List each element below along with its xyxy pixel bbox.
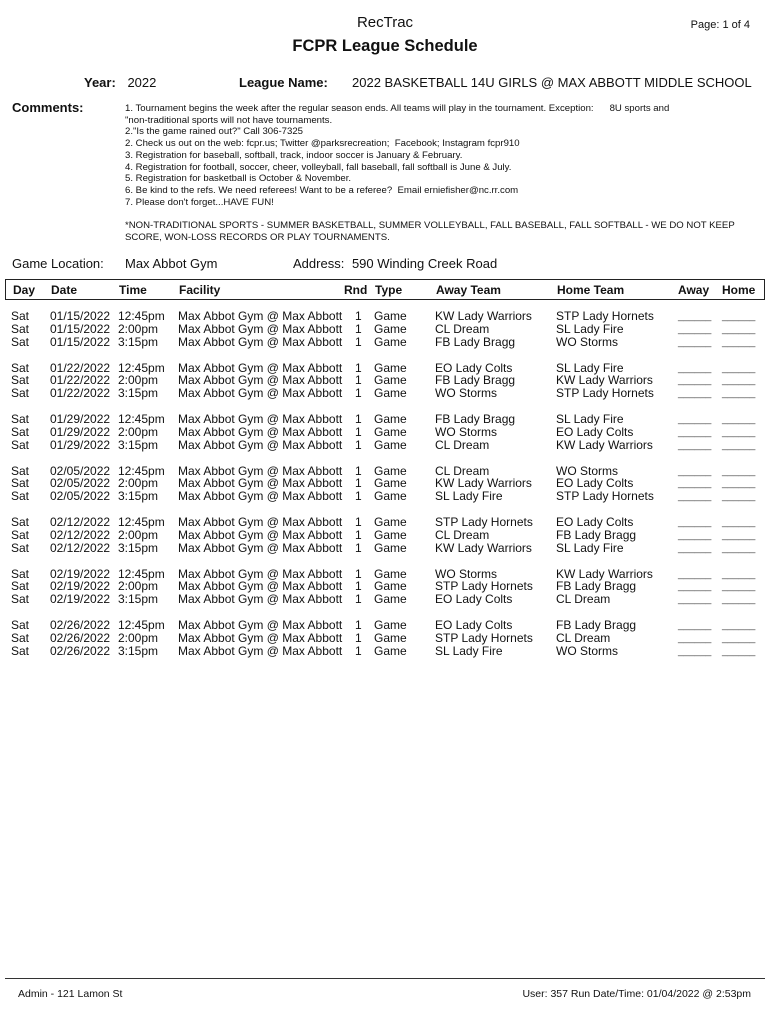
row-time: 2:00pm: [118, 476, 159, 491]
home-score-blank: ______: [722, 581, 756, 593]
row-rnd: 1: [355, 309, 362, 323]
row-away-team: KW Lady Warriors: [435, 476, 532, 491]
row-rnd: 1: [355, 579, 362, 594]
table-row: [0, 426, 770, 439]
row-type: Game: [374, 360, 407, 375]
row-time: 12:45pm: [118, 360, 165, 375]
row-time: 2:00pm: [118, 527, 159, 542]
col-away-score: Away: [678, 283, 710, 297]
row-rnd: 1: [355, 437, 362, 452]
row-type: Game: [374, 618, 407, 632]
row-date: 02/12/2022: [50, 540, 111, 555]
row-away-team: CL Dream: [435, 321, 490, 336]
row-date: 01/29/2022: [50, 437, 111, 452]
row-facility: Max Abbot Gym @ Max Abbott: [178, 540, 343, 555]
row-day: Sat: [11, 515, 30, 529]
row-time: 3:15pm: [118, 437, 159, 452]
row-home-team: KW Lady Warriors: [556, 373, 653, 388]
page-number: [691, 19, 750, 31]
row-facility: Max Abbot Gym @ Max Abbott: [178, 321, 343, 336]
row-home-team: SL Lady Fire: [556, 540, 624, 555]
row-home-team: WO Storms: [556, 463, 618, 478]
table-row: [0, 542, 770, 555]
row-rnd: 1: [355, 592, 362, 607]
row-away-team: CL Dream: [435, 527, 490, 542]
row-type: Game: [374, 437, 407, 452]
row-date: 01/29/2022: [50, 412, 111, 426]
table-header: [5, 279, 765, 300]
home-score-blank: ______: [722, 388, 756, 400]
row-away-team: SL Lady Fire: [435, 643, 503, 658]
home-score-blank: ______: [722, 439, 756, 451]
row-date: 02/19/2022: [50, 592, 111, 607]
row-rnd: 1: [355, 334, 362, 349]
row-day: Sat: [11, 579, 30, 594]
home-score-blank: ______: [722, 517, 756, 528]
league-field: [239, 75, 328, 90]
comment-line: 6. Be kind to the refs. We need referees! Want to be a referee? Email erniefisher@nc.rr.com: [125, 184, 519, 196]
row-rnd: 1: [355, 566, 362, 581]
comment-line: 1. Tournament begins the week after the regular season ends. All teams will play in the tournament. Exception: 8U sports and: [125, 103, 670, 114]
row-day: Sat: [11, 386, 30, 401]
year-field: [84, 75, 156, 90]
row-date: 01/22/2022: [50, 373, 111, 388]
table-row: [0, 593, 770, 606]
table-row: [0, 490, 770, 503]
comment-line: 2. Check us out on the web: fcpr.us; Twitter @parksrecreation; Facebook; Instagram fcpr910: [125, 138, 520, 150]
table-row: [0, 529, 770, 542]
row-away-team: STP Lady Hornets: [435, 630, 533, 645]
away-score-blank: ______: [678, 517, 712, 528]
col-type: Type: [375, 283, 403, 297]
away-score-blank: ______: [678, 336, 712, 348]
row-facility: Max Abbot Gym @ Max Abbott: [178, 527, 343, 542]
table-row: [0, 645, 770, 658]
col-away-team: Away Team: [436, 283, 501, 297]
row-time: 3:15pm: [118, 540, 159, 555]
row-date: 01/29/2022: [50, 424, 111, 439]
row-time: 12:45pm: [118, 618, 165, 632]
table-row: [0, 439, 770, 452]
col-day: Day: [13, 283, 36, 297]
col-rnd: Rnd: [344, 283, 368, 297]
row-type: Game: [374, 373, 407, 388]
row-facility: Max Abbot Gym @ Max Abbott: [178, 463, 343, 478]
row-away-team: CL Dream: [435, 463, 490, 478]
row-day: Sat: [11, 309, 30, 323]
comments-label: Comments:: [12, 100, 84, 115]
row-day: Sat: [11, 540, 30, 555]
home-score-blank: ______: [722, 323, 756, 335]
row-away-team: SL Lady Fire: [435, 489, 503, 504]
footer-rule: [5, 978, 765, 979]
col-time: Time: [119, 283, 147, 297]
disclaimer: *NON-TRADITIONAL SPORTS - SUMMER BASKETBALL, SUMMER VOLLEYBALL, FALL BASEBALL, FALL SOFTBALL - WE DO NOT KEEP SCORE, WON-LOSS RECORDS OR PLAY TOURNAMENTS.: [125, 220, 735, 243]
row-away-team: EO Lady Colts: [435, 618, 513, 632]
home-score-blank: ______: [722, 645, 756, 657]
row-home-team: STP Lady Hornets: [556, 386, 654, 401]
row-time: 3:15pm: [118, 643, 159, 658]
away-score-blank: ______: [678, 581, 712, 593]
row-day: Sat: [11, 566, 30, 581]
row-away-team: EO Lady Colts: [435, 360, 513, 375]
home-score-blank: ______: [722, 594, 756, 606]
row-time: 3:15pm: [118, 489, 159, 504]
row-date: 01/15/2022: [50, 309, 111, 323]
row-type: Game: [374, 630, 407, 645]
row-time: 12:45pm: [118, 412, 165, 426]
row-facility: Max Abbot Gym @ Max Abbott: [178, 515, 343, 529]
home-score-blank: ______: [722, 311, 756, 322]
table-row: [0, 336, 770, 349]
col-home-score: Home: [722, 283, 756, 297]
row-type: Game: [374, 579, 407, 594]
row-home-team: SL Lady Fire: [556, 321, 624, 336]
footer-right: User: 357 Run Date/Time: 01/04/2022 @ 2:53pm: [522, 988, 751, 1000]
away-score-blank: ______: [678, 323, 712, 335]
row-rnd: 1: [355, 321, 362, 336]
row-facility: Max Abbot Gym @ Max Abbott: [178, 476, 343, 491]
comment-line: 7. Please don't forget...HAVE FUN!: [125, 196, 274, 208]
row-type: Game: [374, 321, 407, 336]
row-facility: Max Abbot Gym @ Max Abbott: [178, 592, 343, 607]
row-rnd: 1: [355, 373, 362, 388]
row-day: Sat: [11, 618, 30, 632]
table-row: [0, 387, 770, 400]
row-rnd: 1: [355, 476, 362, 491]
row-home-team: EO Lady Colts: [556, 424, 634, 439]
row-rnd: 1: [355, 527, 362, 542]
col-date: Date: [51, 283, 78, 297]
home-score-blank: ______: [722, 632, 756, 644]
row-date: 02/26/2022: [50, 630, 111, 645]
row-home-team: WO Storms: [556, 334, 618, 349]
game-location-label: Game Location:: [12, 256, 104, 271]
row-home-team: CL Dream: [556, 630, 611, 645]
app-title: RecTrac: [356, 14, 414, 31]
row-home-team: EO Lady Colts: [556, 515, 634, 529]
row-facility: Max Abbot Gym @ Max Abbott: [178, 412, 343, 426]
row-rnd: 1: [355, 386, 362, 401]
row-day: Sat: [11, 527, 30, 542]
page-value: 1 of 4: [722, 19, 750, 31]
home-score-blank: ______: [722, 568, 756, 580]
row-facility: Max Abbot Gym @ Max Abbott: [178, 334, 343, 349]
away-score-blank: ______: [678, 491, 712, 503]
row-time: 2:00pm: [118, 373, 159, 388]
row-away-team: STP Lady Hornets: [435, 515, 533, 529]
comment-line: 3. Registration for baseball, softball, track, indoor soccer is January & February.: [125, 149, 463, 161]
row-date: 02/12/2022: [50, 527, 111, 542]
row-away-team: FB Lady Bragg: [435, 373, 516, 388]
row-day: Sat: [11, 643, 30, 658]
row-away-team: KW Lady Warriors: [435, 540, 532, 555]
row-home-team: SL Lady Fire: [556, 412, 624, 426]
row-home-team: STP Lady Hornets: [556, 489, 654, 504]
away-score-blank: ______: [678, 375, 712, 387]
row-time: 12:45pm: [118, 566, 165, 581]
row-facility: Max Abbot Gym @ Max Abbott: [178, 566, 343, 581]
home-score-blank: ______: [722, 491, 756, 503]
row-day: Sat: [11, 412, 30, 426]
row-day: Sat: [11, 489, 30, 504]
row-type: Game: [374, 566, 407, 581]
league-value: 2022 BASKETBALL 14U GIRLS @ MAX ABBOTT MIDDLE SCHOOL: [352, 75, 752, 90]
row-away-team: STP Lady Hornets: [435, 579, 533, 594]
row-facility: Max Abbot Gym @ Max Abbott: [178, 309, 343, 323]
row-date: 02/12/2022: [50, 515, 111, 529]
row-away-team: WO Storms: [435, 424, 497, 439]
row-time: 2:00pm: [118, 579, 159, 594]
home-score-blank: ______: [722, 426, 756, 438]
report-title: FCPR League Schedule: [292, 37, 478, 55]
row-date: 01/22/2022: [50, 386, 111, 401]
row-facility: Max Abbot Gym @ Max Abbott: [178, 386, 343, 401]
away-score-blank: ______: [678, 529, 712, 541]
away-score-blank: ______: [678, 439, 712, 451]
row-facility: Max Abbot Gym @ Max Abbott: [178, 373, 343, 388]
row-type: Game: [374, 476, 407, 491]
row-day: Sat: [11, 334, 30, 349]
row-facility: Max Abbot Gym @ Max Abbott: [178, 643, 343, 658]
row-facility: Max Abbot Gym @ Max Abbott: [178, 424, 343, 439]
row-type: Game: [374, 463, 407, 478]
row-home-team: FB Lady Bragg: [556, 579, 637, 594]
home-score-blank: ______: [722, 362, 756, 374]
col-facility: Facility: [179, 283, 221, 297]
row-facility: Max Abbot Gym @ Max Abbott: [178, 579, 343, 594]
comments-list: [125, 103, 755, 208]
row-rnd: 1: [355, 489, 362, 504]
row-type: Game: [374, 386, 407, 401]
year-value: 2022: [127, 75, 157, 90]
home-score-blank: ______: [722, 414, 756, 425]
comment-line: 5. Registration for basketball is October & November.: [125, 173, 352, 185]
away-score-blank: ______: [678, 632, 712, 644]
comment-line: "non-traditional sports will not have tournaments.: [125, 114, 333, 126]
row-home-team: WO Storms: [556, 643, 618, 658]
row-date: 01/22/2022: [50, 360, 111, 375]
game-location-value: Max Abbot Gym: [125, 256, 218, 271]
row-home-team: FB Lady Bragg: [556, 618, 637, 632]
row-date: 01/15/2022: [50, 334, 111, 349]
row-type: Game: [374, 424, 407, 439]
away-score-blank: ______: [678, 311, 712, 322]
row-facility: Max Abbot Gym @ Max Abbott: [178, 360, 343, 375]
table-row: [0, 632, 770, 645]
row-day: Sat: [11, 476, 30, 491]
footer-left: Admin - 121 Lamon St: [18, 988, 123, 1000]
row-rnd: 1: [355, 630, 362, 645]
row-time: 12:45pm: [118, 463, 165, 478]
comment-line: 2."Is the game rained out?" Call 306-7325: [125, 126, 304, 138]
row-away-team: EO Lady Colts: [435, 592, 513, 607]
row-date: 02/26/2022: [50, 643, 111, 658]
away-score-blank: ______: [678, 594, 712, 606]
row-type: Game: [374, 643, 407, 658]
address-value: 590 Winding Creek Road: [351, 256, 498, 271]
row-day: Sat: [11, 321, 30, 336]
home-score-blank: ______: [722, 478, 756, 490]
col-home-team: Home Team: [557, 283, 625, 297]
row-away-team: WO Storms: [435, 386, 497, 401]
row-rnd: 1: [355, 643, 362, 658]
row-away-team: FB Lady Bragg: [435, 334, 516, 349]
home-score-blank: ______: [722, 620, 756, 631]
row-home-team: FB Lady Bragg: [556, 527, 637, 542]
row-date: 02/19/2022: [50, 566, 111, 581]
away-score-blank: ______: [678, 568, 712, 580]
row-away-team: FB Lady Bragg: [435, 412, 516, 426]
row-type: Game: [374, 412, 407, 426]
row-home-team: KW Lady Warriors: [556, 437, 653, 452]
row-rnd: 1: [355, 540, 362, 555]
row-type: Game: [374, 334, 407, 349]
row-rnd: 1: [355, 515, 362, 529]
row-facility: Max Abbot Gym @ Max Abbott: [178, 618, 343, 632]
year-label: Year:: [84, 75, 116, 90]
row-facility: Max Abbot Gym @ Max Abbott: [178, 437, 343, 452]
row-home-team: CL Dream: [556, 592, 611, 607]
row-rnd: 1: [355, 618, 362, 632]
row-rnd: 1: [355, 463, 362, 478]
page-label: Page:: [690, 19, 720, 31]
row-time: 3:15pm: [118, 334, 159, 349]
row-type: Game: [374, 592, 407, 607]
row-date: 01/15/2022: [50, 321, 111, 336]
row-home-team: EO Lady Colts: [556, 476, 634, 491]
row-time: 2:00pm: [118, 424, 159, 439]
row-date: 02/05/2022: [50, 463, 111, 478]
row-type: Game: [374, 540, 407, 555]
row-time: 2:00pm: [118, 630, 159, 645]
row-type: Game: [374, 527, 407, 542]
home-score-blank: ______: [722, 336, 756, 348]
row-type: Game: [374, 489, 407, 504]
row-day: Sat: [11, 630, 30, 645]
row-time: 12:45pm: [118, 515, 165, 529]
row-rnd: 1: [355, 360, 362, 375]
row-facility: Max Abbot Gym @ Max Abbott: [178, 630, 343, 645]
row-home-team: SL Lady Fire: [556, 360, 624, 375]
away-score-blank: ______: [678, 388, 712, 400]
row-rnd: 1: [355, 424, 362, 439]
away-score-blank: ______: [678, 426, 712, 438]
home-score-blank: ______: [722, 529, 756, 541]
home-score-blank: ______: [722, 542, 756, 554]
row-rnd: 1: [355, 412, 362, 426]
row-home-team: KW Lady Warriors: [556, 566, 653, 581]
row-away-team: KW Lady Warriors: [435, 309, 532, 323]
row-date: 02/26/2022: [50, 618, 111, 632]
row-away-team: CL Dream: [435, 437, 490, 452]
row-type: Game: [374, 309, 407, 323]
row-date: 02/19/2022: [50, 579, 111, 594]
away-score-blank: ______: [678, 645, 712, 657]
row-away-team: WO Storms: [435, 566, 497, 581]
comment-line: 4. Registration for football, soccer, cheer, volleyball, fall baseball, fall softball is June & July.: [125, 161, 512, 173]
row-day: Sat: [11, 424, 30, 439]
row-type: Game: [374, 515, 407, 529]
row-day: Sat: [11, 592, 30, 607]
row-home-team: STP Lady Hornets: [556, 309, 654, 323]
away-score-blank: ______: [678, 362, 712, 374]
row-date: 02/05/2022: [50, 476, 111, 491]
row-day: Sat: [11, 373, 30, 388]
address-label: Address:: [293, 256, 345, 271]
row-time: 12:45pm: [118, 309, 165, 323]
home-score-blank: ______: [722, 465, 756, 477]
table-row: [0, 323, 770, 336]
row-time: 3:15pm: [118, 386, 159, 401]
league-label: League Name:: [239, 75, 328, 90]
address-field: [293, 256, 497, 271]
home-score-blank: ______: [722, 375, 756, 387]
row-day: Sat: [11, 360, 30, 375]
away-score-blank: ______: [678, 414, 712, 425]
row-date: 02/05/2022: [50, 489, 111, 504]
row-day: Sat: [11, 437, 30, 452]
away-score-blank: ______: [678, 620, 712, 631]
away-score-blank: ______: [678, 542, 712, 554]
away-score-blank: ______: [678, 465, 712, 477]
row-time: 2:00pm: [118, 321, 159, 336]
away-score-blank: ______: [678, 478, 712, 490]
row-time: 3:15pm: [118, 592, 159, 607]
row-day: Sat: [11, 463, 30, 478]
row-facility: Max Abbot Gym @ Max Abbott: [178, 489, 343, 504]
